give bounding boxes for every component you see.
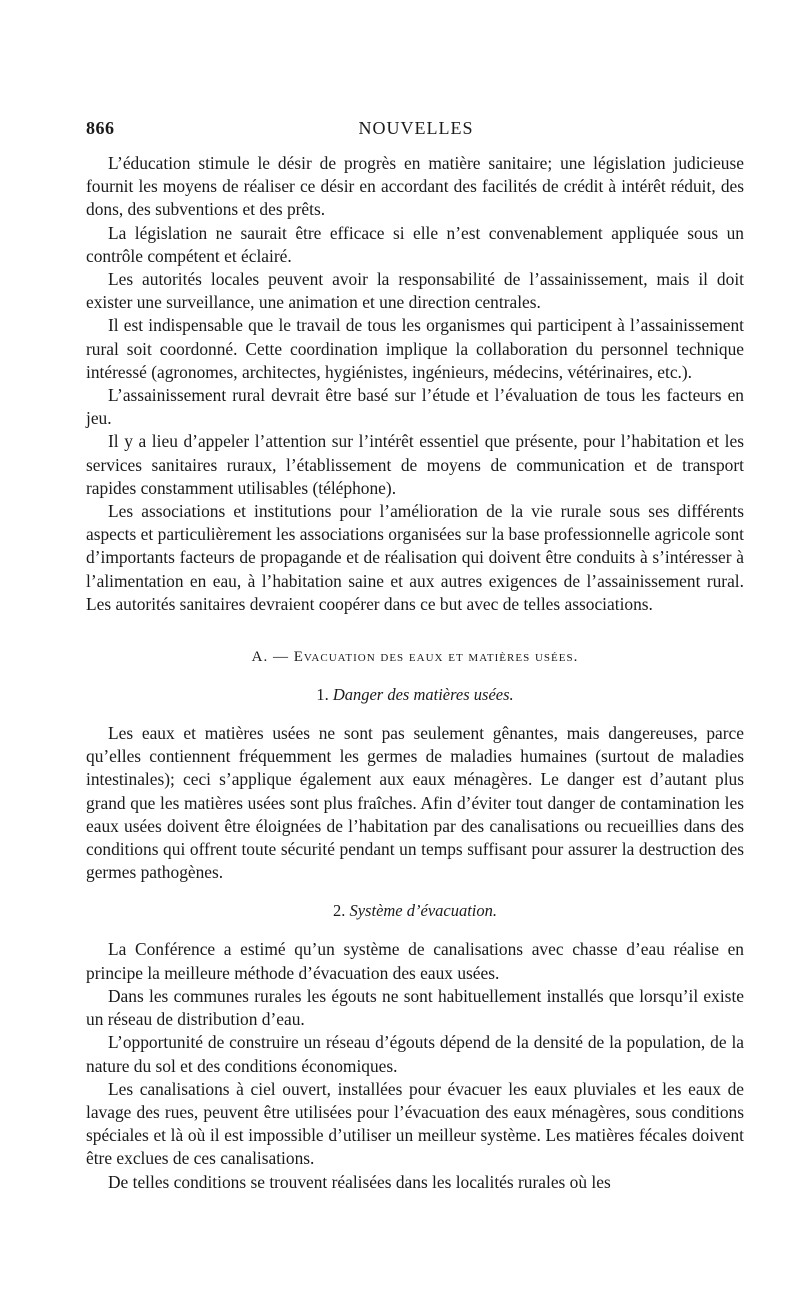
paragraph: De telles conditions se trouvent réalisées dans les localités rurales où les (108, 1171, 611, 1192)
subsection-title: Danger des matières usées. (332, 685, 514, 705)
paragraph: Il est indispensable que le travail de tous les organismes qui participent à l’assainissement rural soit coordonné. Cette coordination implique la collaboration du personnel technique intéressé (agronomes, architectes, hygiénistes, ingénieurs, médecins, vétérinaires, etc.). (86, 315, 744, 382)
page-number: 866 (86, 118, 115, 138)
paragraph: Il y a lieu d’appeler l’attention sur l’intérêt essentiel que présente, pour l’habitation et les services sanitaires ruraux, l’établissement de moyens de communication et de transport rapides constamment utilisables (téléphone). (86, 431, 744, 498)
subsection-heading (86, 900, 744, 922)
paragraph: Dans les communes rurales les égouts ne sont habituellement installés que lorsqu’il existe un réseau de distribution d’eau. (86, 985, 744, 1030)
paragraph: L’opportunité de construire un réseau d’égouts dépend de la densité de la population, de la nature du sol et des conditions économiques. (86, 1032, 744, 1076)
document-body (86, 152, 744, 1194)
subsection-heading (86, 684, 744, 706)
paragraph: Les autorités locales peuvent avoir la responsabilité de l’assainissement, mais il doit exister une surveillance, une animation et une direction centrales. (86, 269, 744, 313)
subsection-number: 2. (332, 901, 346, 921)
running-head (86, 118, 746, 146)
paragraph: L’assainissement rural devrait être basé sur l’étude et l’évaluation de tous les facteurs en jeu. (86, 385, 744, 429)
paragraph: Les canalisations à ciel ouvert, installées pour évacuer les eaux pluviales et les eaux de lavage des rues, peuvent être utilisées pour l’évacuation des eaux ménagères, sous conditions spéciales et là où il est impossible d’utiliser un meilleur système. Les matières fécales doivent être exclues de ces canalisations. (86, 1078, 744, 1169)
paragraph: Les eaux et matières usées ne sont pas seulement gênantes, mais dangereuses, parce qu’elles contiennent fréquemment les germes de maladies humaines (surtout de maladies intestinales); ceci s’applique également aux eaux ménagères. Le danger est d’autant plus grand que les matières usées sont plus fraîches. Afin d’éviter tout danger de contamination les eaux usées doivent être éloignées de l’habitation par des canalisations ou recueillies dans des conditions qui offrent toute sécurité pendant un temps suffisant pour assurer la destruction des germes pathogènes. (86, 723, 744, 883)
header-title: NOUVELLES (358, 118, 474, 138)
subsection-title: Système d’évacuation. (349, 901, 498, 921)
section-heading: A. — Evacuation des eaux et matières usées. (251, 649, 579, 666)
paragraph: La Conférence a estimé qu’un système de canalisations avec chasse d’eau réalise en principe la meilleure méthode d’évacuation des eaux usées. (86, 939, 744, 983)
paragraph: Les associations et institutions pour l’amélioration de la vie rurale sous ses différents aspects et particulièrement les associations organisées sur la base professionnelle agricole sont d’importants facteurs de propagande et de réalisation qui doivent être conduits à s’intéresser à l’alimentation en eau, à l’habitation saine et aux autres exigences de l’assainissement rural. Les autorités sanitaires devraient coopérer dans ce but avec de telles associations. (86, 501, 744, 614)
paragraph: L’éducation stimule le désir de progrès en matière sanitaire; une législation judicieuse fournit les moyens de réaliser ce désir en accordant des facilités de crédit à intérêt réduit, des dons, des subventions et des prêts. (86, 153, 744, 220)
subsection-number: 1. (316, 685, 329, 705)
paragraph: La législation ne saurait être efficace si elle n’est convenablement appliquée sous un contrôle compétent et éclairé. (86, 222, 744, 266)
